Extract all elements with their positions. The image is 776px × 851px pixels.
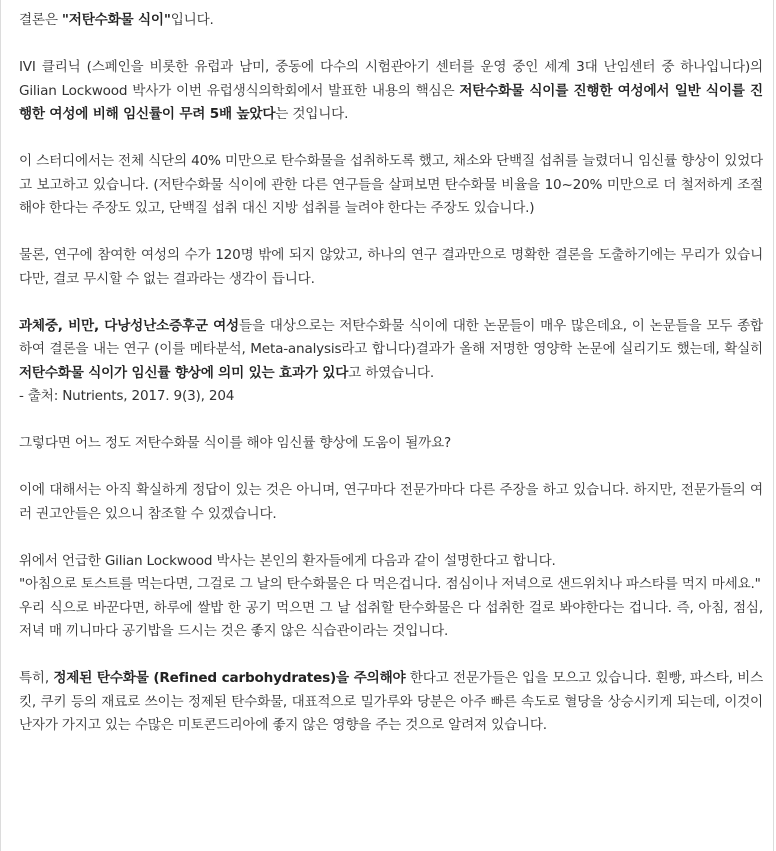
lockwood-quote: "아침으로 토스트를 먹는다면, 그걸로 그 날의 탄수화물은 다 먹은겁니다. 점심이나 저녁으로 샌드위치나 파스타를 먹지 마세요." — [19, 576, 761, 592]
article-body — [19, 9, 763, 761]
refined-carbs-paragraph — [19, 667, 763, 738]
bold-text: "저탄수화물 식이" — [61, 12, 171, 28]
text: IVI 클리닉 (스페인을 비롯한 유럽과 남미, 중동에 다수의 시험관아기 센터를 운영 중인 세계 3대 난임센터 중 하나입니다)의 Gilian Lockwood 박사가 이번 유럽생식의학회에서 발표한 내용의 핵심은 — [19, 59, 763, 99]
bold-text: 정제된 탄수화물 (Refined carbohydrates)을 주의해야 — [53, 670, 406, 686]
text: 특히, — [19, 670, 54, 686]
limitation-paragraph: 물론, 연구에 참여한 여성의 수가 120명 밖에 되지 않았고, 하나의 연구 결과만으로 명확한 결론을 도출하기에는 무리가 있습니다만, 결코 무시할 수 없는 결과라는 생각이 듭니다. — [19, 247, 763, 287]
study-paragraph: 이 스터디에서는 전체 식단의 40% 미만으로 탄수화물을 섭취하도록 했고, 채소와 단백질 섭취를 늘렸더니 임신률 향상이 있었다고 보고하고 있습니다. (저탄수화물 식이에 관한 다른 연구들을 살펴보면 탄수화물 비율을 10~20% 미만으로 더 철저하게 조절해야 한다는 주장도 있고, 단백질 섭취 대신 지방 섭취를 늘려야 한다는 주장도 있습니다.) — [19, 153, 763, 216]
text: 들을 대상으로는 저탄수화물 식이에 대한 논문들이 매우 많은데요, 이 논문들을 모두 종합하여 결론을 내는 연구 (이를 메타분석, Meta-analysis라고 합니다)결과가 올해 저명한 영양학 논문에 실리기도 했는데, 확실히 — [19, 317, 763, 357]
source-citation: - 출처: Nutrients, 2017. 9(3), 204 — [19, 388, 235, 404]
question-paragraph: 그렇다면 어느 정도 저탄수화물 식이를 해야 임신률 향상에 도움이 될까요? — [19, 435, 452, 451]
ivi-clinic-paragraph — [19, 56, 763, 127]
text: 결론은 — [19, 12, 62, 28]
expert-opinion-paragraph: 이에 대해서는 아직 확실하게 정답이 있는 것은 아니며, 연구마다 전문가마다 다른 주장을 하고 있습니다. 하지만, 전문가들의 여러 권고안들은 있으니 참조할 수 있겠습니다. — [19, 482, 763, 522]
bold-text: 과체중, 비만, 다낭성난소증후군 여성 — [19, 317, 239, 334]
text: 고 하였습니다. — [348, 364, 434, 381]
meta-analysis-paragraph — [19, 315, 763, 386]
text: 는 것입니다. — [275, 106, 349, 122]
lockwood-intro: 위에서 언급한 Gilian Lockwood 박사는 본인의 환자들에게 다음과 같이 설명한다고 합니다. — [19, 552, 556, 569]
conclusion-paragraph — [19, 9, 763, 33]
rice-explanation: 우리 식으로 바꾼다면, 하루에 쌀밥 한 공기 먹으면 그 날 섭취할 탄수화물은 다 섭취한 걸로 봐야한다는 겁니다. 즉, 아침, 점심, 저녁 매 끼니마다 공기밥을 드시는 것은 좋지 않은 식습관이라는 것입니다. — [19, 599, 763, 639]
text: 한다고 전문가들은 입을 모으고 있습니다. 흰빵, 파스타, 비스킷, 쿠키 등의 재료로 쓰이는 정제된 탄수화물, 대표적으로 밀가루와 당분은 아주 빠른 속도로 혈당을 상승시키게 되는데, 이것이 난자가 가지고 있는 수많은 미토콘드리아에 좋지 않은 영향을 주는 것으로 알려져 있습니다. — [19, 670, 764, 733]
bold-text: 저탄수화물 식이를 진행한 여성에서 일반 식이를 진행한 여성에 비해 임신률이 무려 5배 높았다 — [19, 82, 763, 122]
bold-text: 저탄수화물 식이가 임신률 향상에 의미 있는 효과가 있다 — [19, 364, 349, 381]
text: 입니다. — [170, 12, 214, 28]
